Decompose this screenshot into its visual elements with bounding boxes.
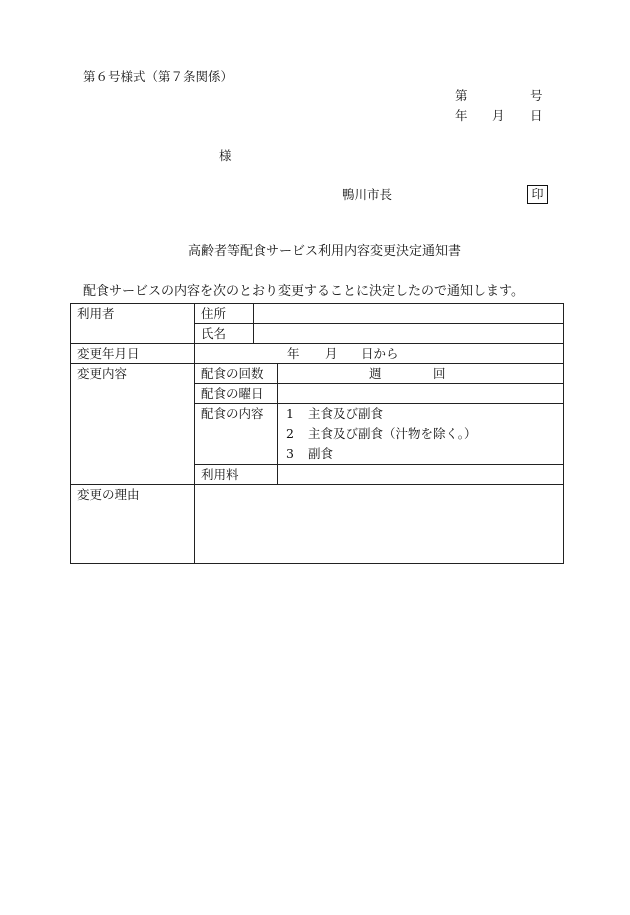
frequency-field bbox=[278, 364, 564, 384]
weekday-field bbox=[278, 384, 564, 404]
weekday-label: 配食の曜日 bbox=[195, 384, 278, 404]
frequency-label: 配食の回数 bbox=[195, 364, 278, 384]
option-number: 1 bbox=[286, 406, 294, 421]
list-item bbox=[286, 424, 563, 444]
change-date-suffix: 日から bbox=[361, 346, 399, 361]
option-number: 3 bbox=[286, 446, 294, 461]
meal-content-options bbox=[278, 404, 564, 465]
address-label: 住所 bbox=[195, 304, 254, 324]
frequency-week: 週 bbox=[369, 366, 382, 381]
addressee-suffix: 様 bbox=[219, 148, 232, 163]
table-row bbox=[71, 304, 564, 324]
change-reason-label: 変更の理由 bbox=[71, 485, 195, 564]
change-reason-field bbox=[195, 485, 564, 564]
date-day: 日 bbox=[530, 108, 543, 123]
change-date-label: 変更年月日 bbox=[71, 344, 195, 364]
user-label: 利用者 bbox=[71, 304, 195, 344]
seal-mark: 印 bbox=[527, 185, 548, 204]
change-content-label: 変更内容 bbox=[71, 364, 195, 485]
frequency-times: 回 bbox=[433, 366, 446, 381]
change-date-month: 月 bbox=[325, 346, 338, 361]
fee-field bbox=[278, 465, 564, 485]
date-year: 年 bbox=[455, 108, 468, 123]
table-row bbox=[71, 364, 564, 384]
list-item bbox=[286, 444, 563, 464]
list-item bbox=[286, 404, 563, 424]
document-number-suffix: 号 bbox=[530, 88, 543, 103]
document-number-prefix: 第 bbox=[455, 88, 468, 103]
address-field bbox=[254, 304, 564, 324]
form-number: 第６号様式（第７条関係） bbox=[83, 69, 234, 84]
option-text: 副食 bbox=[308, 446, 334, 461]
option-text: 主食及び副食 bbox=[308, 406, 384, 421]
table-row bbox=[71, 344, 564, 364]
name-field bbox=[254, 324, 564, 344]
issuer-name: 鴨川市長 bbox=[342, 187, 393, 202]
name-label: 氏名 bbox=[195, 324, 254, 344]
change-date-year: 年 bbox=[287, 346, 300, 361]
intro-text: 配食サービスの内容を次のとおり変更することに決定したので通知します。 bbox=[83, 284, 524, 299]
option-text: 主食及び副食（汁物を除く。） bbox=[308, 426, 477, 441]
change-date-field bbox=[195, 344, 564, 364]
date-month: 月 bbox=[492, 108, 505, 123]
table-row bbox=[71, 485, 564, 564]
option-number: 2 bbox=[286, 426, 294, 441]
meal-content-label: 配食の内容 bbox=[195, 404, 278, 465]
fee-label: 利用料 bbox=[195, 465, 278, 485]
document-title: 高齢者等配食サービス利用内容変更決定通知書 bbox=[188, 244, 462, 259]
change-notice-table bbox=[70, 303, 564, 564]
